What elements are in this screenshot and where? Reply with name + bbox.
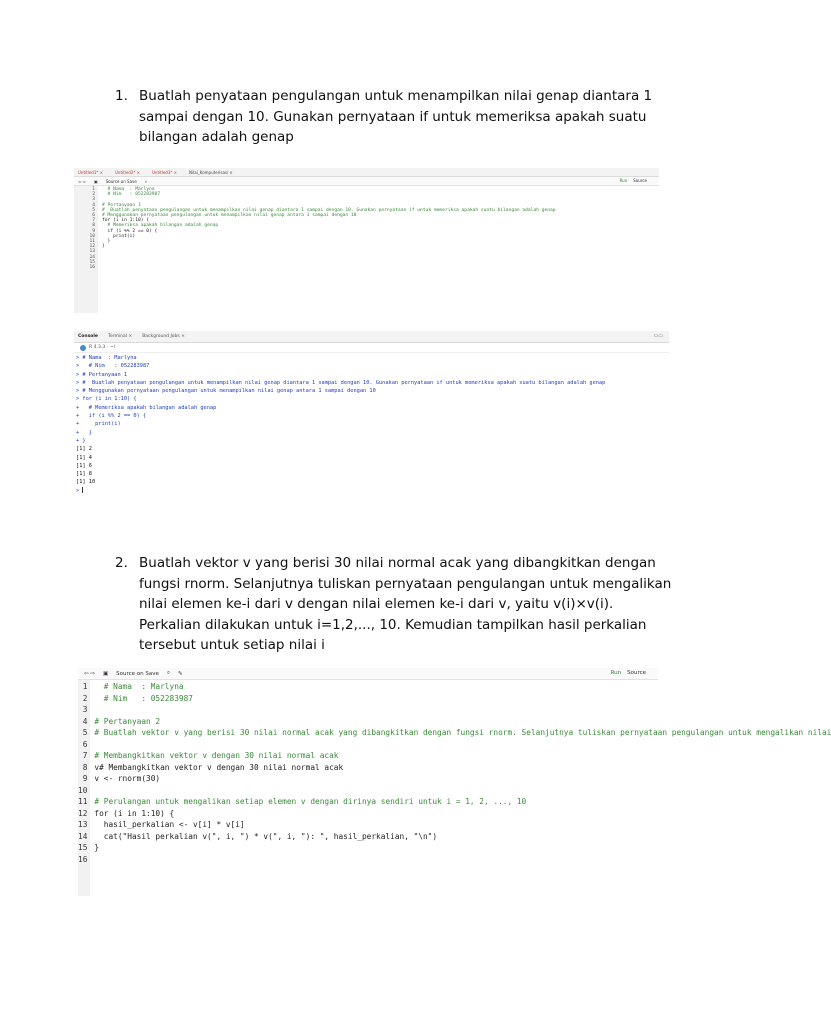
line-number: 9 [92, 228, 95, 234]
console-input-line: + if (i %% 2 == 0) { [76, 413, 147, 420]
editor-1-line-numbers [74, 186, 98, 313]
editor-2-body[interactable] [78, 680, 831, 896]
console-output-line: [1] 2 [76, 446, 92, 453]
line-number: 13 [89, 249, 95, 255]
line-number: 3 [92, 197, 95, 203]
code-line[interactable]: # Menggunakan pernyataan pengulangan untuk menampilkan nilai genap antara 1 sampai dengan 10 [102, 213, 357, 219]
console-screenshot [74, 331, 669, 556]
source-on-save-checkbox[interactable]: Source on Save [116, 670, 159, 677]
code-line[interactable]: # Buatlah vektor v yang berisi 30 nilai normal acak yang dibangkitkan dengan fungsi rnorm. Selanjutnya tuliskan pernyataan pengulangan untuk mengalikan nilai [94, 728, 831, 737]
question-2 [115, 553, 675, 656]
line-number: 1 [82, 682, 88, 691]
code-line[interactable]: # Nim : 052283987 [102, 192, 161, 198]
editor-2-code[interactable] [90, 680, 831, 896]
line-number: 13 [78, 820, 88, 829]
code-line[interactable]: # Membangkitkan vektor v dengan 30 nilai normal acak [94, 751, 339, 760]
code-line[interactable]: # Pertanyaan 1 [102, 202, 141, 208]
text-cursor [82, 487, 83, 493]
source-button[interactable]: Source [633, 178, 647, 183]
code-line[interactable]: } [94, 843, 100, 852]
code-line[interactable] [94, 785, 831, 797]
line-number: 6 [82, 739, 88, 749]
line-number: 2 [92, 192, 95, 198]
tab-console[interactable]: Console [78, 334, 98, 339]
console-input-line: + } [76, 429, 92, 436]
console-output-line: [1] 10 [76, 479, 96, 486]
line-number: 12 [78, 808, 88, 818]
source-button[interactable]: Source [627, 670, 646, 676]
line-number: 16 [78, 854, 88, 864]
console-input-line: > for (i in 1:10) { [76, 396, 137, 403]
editor-1-tab-1[interactable]: Untitled1* × [78, 169, 103, 175]
editor-1-tab-2[interactable]: Untitled2* × [115, 169, 140, 175]
code-line[interactable]: # Buatlah penyataan pengulangan untuk menampilkan nilai genap diantara 1 sampai dengan 10. Gunakan pernyataan if untuk memeriksa apakah suatu bilangan adalah genap [102, 207, 556, 213]
line-number: 2 [82, 693, 88, 703]
r-logo-icon [80, 345, 86, 351]
code-line[interactable]: v <- rnorm(30) [94, 774, 161, 783]
editor-2-line-numbers [78, 680, 90, 896]
line-number: 7 [92, 218, 95, 224]
console-prompt-symbol: > [76, 487, 83, 494]
line-number: 7 [82, 751, 88, 760]
code-line[interactable]: v# Membangkitkan vektor v dengan 30 nilai normal acak [94, 762, 344, 772]
code-line[interactable]: cat("Hasil perkalian v(", i, ") * v(", i, "): ", hasil_perkalian, "\n") [94, 831, 438, 841]
line-number: 5 [82, 728, 88, 737]
back-arrow-icon[interactable]: ⇦ ⇨ [78, 178, 86, 184]
code-line[interactable] [94, 704, 831, 716]
question-2-text: Buatlah vektor v yang berisi 30 nilai normal acak yang dibangkitkan dengan fungsi rnorm. Selanjutnya tuliskan pernyataan pengulangan untuk mengalikan nilai elemen ke-i dari v dengan nilai elemen ke-i dari v, yaitu v(i)×v(i). Perkalian dilakukan untuk i=1,2,..., 10. Kemudian tampilkan hasil perkalian tersebut untuk setiap nilai i [139, 555, 672, 653]
console-input-line: + } [76, 437, 86, 444]
code-line[interactable]: # Perulangan untuk mengalikan setiap elemen v dengan dirinya sendiri untuk i = 1, 2, ..., 10 [94, 797, 527, 806]
line-number: 16 [89, 265, 95, 271]
code-line[interactable] [94, 739, 831, 751]
tab-terminal[interactable]: Terminal × [107, 334, 133, 339]
line-number: 8 [82, 762, 88, 772]
save-icon[interactable]: ▣ [102, 670, 109, 677]
search-icon[interactable]: ⌕ [144, 178, 148, 184]
code-line[interactable]: } [102, 239, 111, 245]
wand-icon[interactable]: ✎ [178, 670, 183, 677]
console-output-line: [1] 8 [76, 471, 92, 478]
question-1-number: 1. [115, 88, 128, 104]
source-on-save-checkbox[interactable]: Source on Save [105, 178, 137, 184]
console-path [74, 343, 669, 353]
line-number: 14 [78, 831, 88, 841]
line-number: 14 [89, 254, 95, 260]
console-input-line: + # Memeriksa apakah bilangan adalah genap [76, 404, 217, 411]
line-number: 3 [82, 705, 88, 714]
console-prompt[interactable] [76, 487, 669, 495]
editor-1-tab-3[interactable]: Untitled3* × [152, 169, 177, 175]
code-line[interactable] [102, 265, 556, 270]
editor-screenshot-2 [78, 668, 831, 895]
line-number: 5 [92, 207, 95, 213]
code-line[interactable]: # Nama : Marlyna [102, 187, 155, 192]
editor-1-code[interactable] [98, 186, 556, 313]
question-1 [115, 86, 675, 148]
console-path-label: R 4.3.3 · ~/ [89, 345, 116, 350]
editor-screenshot-1 [74, 168, 659, 313]
console-output[interactable] [74, 353, 669, 495]
minimize-icon[interactable]: ▭▭ [653, 333, 663, 339]
console-input-line: > # Pertanyaan 1 [76, 371, 128, 378]
editor-1-toolbar [74, 177, 659, 186]
code-line[interactable]: # Memeriksa apakah bilangan adalah genap [102, 223, 219, 229]
console-input-line: + print(i) [76, 421, 121, 428]
code-line[interactable]: } [102, 244, 105, 250]
save-icon[interactable]: ▣ [93, 178, 98, 184]
question-2-number: 2. [115, 555, 128, 571]
run-button[interactable]: Run [610, 670, 622, 676]
editor-1-tab-4[interactable]: Nilai_Komputerisasi × [189, 169, 233, 175]
code-line[interactable]: if (i %% 2 == 0) { [102, 228, 158, 234]
editor-2-toolbar [78, 668, 658, 680]
editor-1-body[interactable] [74, 186, 659, 313]
line-number: 15 [89, 259, 95, 265]
line-number: 12 [89, 244, 95, 250]
console-tabbar [74, 331, 669, 343]
code-line[interactable]: print(i) [102, 233, 136, 239]
line-number: 1 [92, 187, 95, 192]
line-number: 6 [92, 213, 95, 219]
line-number: 11 [89, 239, 95, 245]
console-input-line: > # Buatlah penyataan pengulangan untuk menampilkan nilai genap diantara 1 sampai dengan 10. Gunakan pernyataan if untuk memeriksa apakah suatu bilangan adalah genap [76, 379, 606, 386]
line-number: 9 [82, 774, 88, 783]
console-input-line: > # Nama : Marlyna [76, 355, 137, 361]
line-number: 10 [89, 233, 95, 239]
code-line[interactable]: # Nama : Marlyna [94, 682, 184, 691]
line-number: 11 [78, 797, 88, 806]
run-button[interactable]: Run [619, 178, 628, 183]
code-line[interactable]: # Pertanyaan 2 [94, 716, 161, 726]
tab-background-jobs[interactable]: Background Jobs × [142, 334, 185, 339]
code-line[interactable] [94, 854, 831, 866]
console-output-line: [1] 6 [76, 462, 92, 469]
search-icon[interactable]: ⌕ [166, 670, 171, 676]
editor-1-tabbar [74, 168, 659, 177]
code-line[interactable]: for (i in 1:10) { [102, 218, 150, 224]
line-number: 4 [82, 716, 88, 726]
line-number: 8 [92, 223, 95, 229]
line-number: 4 [92, 202, 95, 208]
code-line[interactable]: hasil_perkalian <- v[i] * v[i] [94, 820, 245, 829]
line-number: 15 [78, 843, 88, 852]
code-line[interactable]: for (i in 1:10) { [94, 808, 175, 818]
code-line[interactable]: # Nim : 052283987 [94, 693, 193, 703]
console-input-line: > # Nim : 052283987 [76, 363, 150, 370]
console-output-line: [1] 4 [76, 454, 92, 461]
back-arrow-icon[interactable]: ⇦ ⇨ [84, 670, 95, 677]
console-input-line: > # Menggunakan pernyataan pengulangan untuk menampilkan nilai genap antara 1 sampai dengan 10 [76, 388, 376, 395]
question-1-text: Buatlah penyataan pengulangan untuk menampilkan nilai genap diantara 1 sampai dengan 10. Gunakan pernyataan if untuk memeriksa apakah suatu bilangan adalah genap [139, 88, 653, 145]
line-number: 10 [78, 785, 88, 795]
